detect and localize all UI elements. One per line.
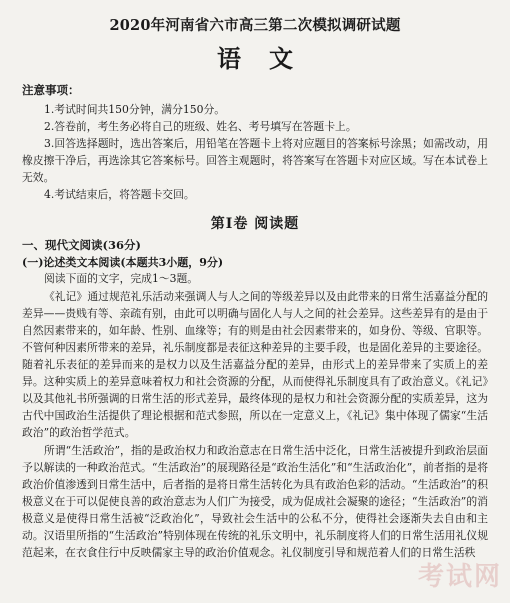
- section-title: 第Ⅰ卷 阅读题: [210, 216, 300, 232]
- passage-paragraph-2: 所谓“生活政治”，指的是政治权力和政治意志在日常生活中泛化，日常生活被提升到政治层面予以解读的一种政治范式。“生活政治”的展现路径是“政治生活化”和“生活政治化”，前者指的是将政治价值渗透到日常生活中，后者指的是将日常生活转化为具有政治色彩的活动。“生活政治”的积极意义在于可以促使良善的政治意志为人们广为接受，成为促成社会凝聚的途径；“生活政治”的消极意义是使得日常生活被“泛政治化”，导致社会生活中的公私不分，使得社会逐渐失去自由和主动。汉语里所指的“生活政治”特别体现在传统的礼乐文明中，礼乐制度将人们的日常生活用礼仪规范起来，在衣食住行中反映儒家主导的政治价值观念。礼仪制度引导和规范着人们的日常生活秩: [22, 444, 488, 559]
- notice-item-4: 4.考试结束后，将答题卡交回。: [44, 188, 195, 201]
- watermark: 考试网: [417, 562, 502, 592]
- passage-paragraph-1: 《礼记》通过规范礼乐活动来强调人与人之间的等级差异以及由此带来的日常生活嘉益分配的差异——贵贱有等、亲疏有别，由此可以明确与固化人与人之间的社会差异。这些差异有的是由于自然因素带来的，如年龄、性别、血缘等；有的则是由社会因素带来的，如身份、等级、官职等。不管何种因素所带来的差异，礼乐制度都是表征这种差异的主要手段，也是固化差异的主要途径。随着礼乐表征的差异而来的是权力以及生活嘉益分配的差异，由形式上的差异带来了实质上的差异。这种实质上的差异意味着权力和社会资源的分配，从而使得礼乐制度具有了政治意义。《礼记》以及其他礼书所强调的日常生活的形式差异，最终体现的是权力和社会资源分配的实质差异，这为古代中国政治生活提供了理论根据和范式参照，所以在一定意义上，《礼记》集中体现了儒家“生活政治”的政治哲学范式。: [22, 290, 488, 439]
- notice-item-1: 1.考试时间共150分钟，满分150分。: [44, 103, 226, 116]
- notice-section: [22, 82, 488, 203]
- part-heading: 一、现代文阅读(36分): [22, 238, 141, 252]
- notice-item-2: 2.答卷前，考生务必将自己的班级、姓名、考号填写在答题卡上。: [44, 120, 357, 133]
- reading-instruction: 阅读下面的文字，完成1～3题。: [44, 272, 199, 285]
- exam-title: 2020年河南省六市高三第二次模拟调研试题: [109, 17, 401, 34]
- notice-heading: 注意事项：: [22, 83, 80, 97]
- notice-item-3: 3.回答选择题时，选出答案后，用铅笔在答题卡上将对应题目的答案标号涂黑；如需改动，用橡皮擦干净后，再选涂其它答案标号。回答主观题时，将答案写在答题卡对应区域。写在本试卷上无效。: [22, 137, 488, 184]
- subject-title: 语文: [217, 44, 321, 73]
- sub-heading: (一)论述类文本阅读(本题共3小题，9分): [22, 256, 224, 269]
